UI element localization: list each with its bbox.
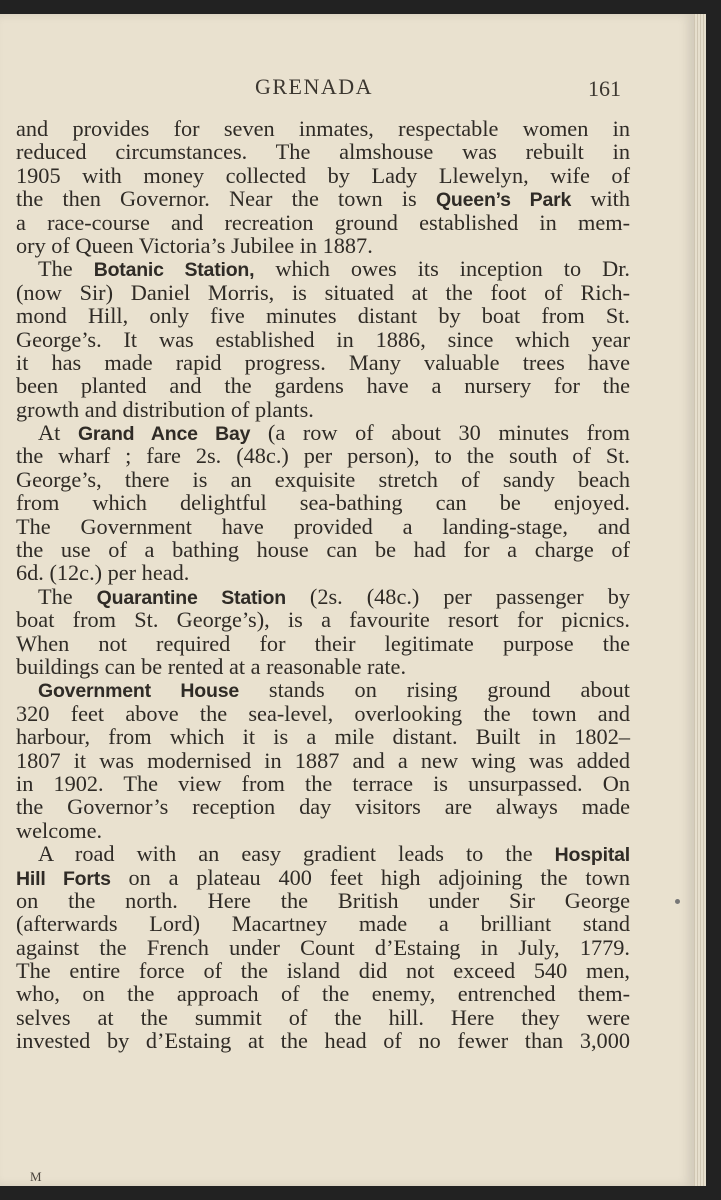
bold-term-quarantine-station: Quarantine Station: [96, 586, 286, 609]
text-segment: (2s. (48c.) per passenger by: [309, 583, 630, 609]
text-line: from which delightful sea-bathing can be enjoyed.: [16, 490, 630, 516]
text-line: [16, 678, 630, 701]
text-segment: which owes its inception to Dr.: [275, 256, 630, 282]
text-line: boat from St. George’s), is a favourite resort for picnics.: [16, 607, 630, 633]
text-line: a race-course and recreation ground established in mem-: [16, 209, 630, 235]
ink-speck: [675, 899, 680, 904]
text-line: (afterwards Lord) Macartney made a brilliant stand: [16, 911, 630, 937]
text-line: [16, 585, 630, 608]
text-line: ory of Queen Victoria’s Jubilee in 1887.: [16, 232, 373, 258]
text-segment: with: [571, 186, 630, 212]
running-header: [0, 64, 694, 100]
text-line: [16, 842, 630, 865]
text-segment: on a plateau 400 feet high adjoining the town: [128, 864, 630, 890]
text-segment: At: [38, 420, 78, 446]
text-line: against the French under Count d’Estaing in July, 1779.: [16, 934, 630, 960]
text-segment: stands on rising ground about: [268, 677, 631, 703]
text-line: welcome.: [16, 817, 103, 843]
text-segment: (a row of about 30 minutes from: [267, 420, 631, 446]
body-text: [16, 117, 630, 1053]
text-line: 1807 it was modernised in 1887 and a new wing was added: [16, 747, 630, 773]
text-line: (now Sir) Daniel Morris, is situated at the foot of Rich-: [16, 279, 630, 305]
text-segment: The: [38, 256, 94, 282]
bold-term-queens-park: Queen’s Park: [435, 189, 572, 212]
text-line: it has made rapid progress. Many valuable trees have: [16, 349, 630, 375]
text-segment: A road with an easy gradient leads to the: [38, 841, 555, 867]
text-line: buildings can be rented at a reasonable rate.: [16, 653, 407, 679]
text-line: on the north. Here the British under Sir George: [16, 887, 630, 913]
bold-term-hospital: Hospital: [554, 844, 630, 867]
text-line: the wharf ; fare 2s. (48c.) per person), to the south of St.: [16, 443, 630, 469]
bold-term-hill-forts: Hill Forts: [16, 867, 111, 890]
text-line: George’s. It was established in 1886, since which year: [16, 326, 630, 352]
text-line: When not required for their legitimate purpose the: [16, 630, 630, 656]
text-line: selves at the summit of the hill. Here they were: [16, 1004, 630, 1030]
text-line: harbour, from which it is a mile distant. Built in 1802–: [16, 724, 630, 750]
text-line: George’s, there is an exquisite stretch of sandy beach: [16, 466, 630, 492]
text-segment: The: [38, 583, 97, 609]
text-line: [16, 866, 630, 889]
text-line: the Governor’s reception day visitors are always made: [16, 794, 630, 820]
text-line: [16, 421, 630, 444]
bold-term-government-house: Government House: [38, 680, 239, 703]
text-line: who, on the approach of the enemy, entrenched them-: [16, 981, 630, 1007]
text-line: 1905 with money collected by Lady Llewelyn, wife of: [16, 162, 630, 188]
text-line: been planted and the gardens have a nursery for the: [16, 373, 630, 399]
text-line: in 1902. The view from the terrace is unsurpassed. On: [16, 770, 630, 796]
text-line: and provides for seven inmates, respectable women in: [16, 116, 630, 141]
text-line: The entire force of the island did not exceed 540 men,: [16, 958, 630, 984]
bold-term-botanic-station: Botanic Station,: [93, 259, 255, 282]
book-page: [0, 14, 694, 1186]
text-line: mond Hill, only five minutes distant by boat from St.: [16, 303, 630, 329]
text-line: 6d. (12c.) per head.: [16, 560, 190, 586]
text-line: the use of a bathing house can be had for a charge of: [16, 537, 630, 563]
text-line: 320 feet above the sea-level, overlooking the town and: [16, 700, 630, 726]
text-line: growth and distribution of plants.: [16, 396, 314, 422]
text-line: invested by d’Estaing at the head of no fewer than 3,000: [16, 1028, 630, 1054]
text-line: [16, 257, 630, 280]
text-line: reduced circumstances. The almshouse was rebuilt in: [16, 139, 630, 165]
text-line: The Government have provided a landing-stage, and: [16, 513, 630, 539]
text-line: [16, 187, 630, 210]
bold-term-grand-ance-bay: Grand Ance Bay: [77, 423, 251, 446]
signature-mark: M: [30, 1169, 42, 1184]
page-title: GRENADA: [255, 74, 374, 99]
page-edge: [694, 14, 706, 1186]
page-number: 161: [588, 76, 621, 101]
text-segment: the then Governor. Near the town is: [16, 186, 436, 212]
